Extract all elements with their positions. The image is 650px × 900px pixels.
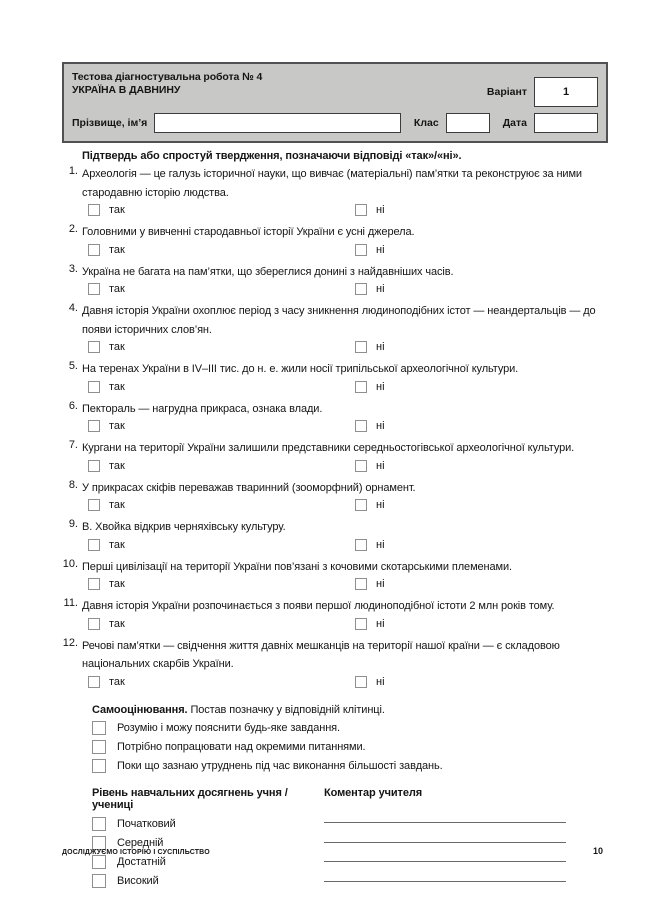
question-body [82,399,612,439]
yes-checkbox[interactable] [88,676,100,688]
level-section [92,787,612,893]
question-item [58,399,612,439]
yes-checkbox[interactable] [88,499,100,511]
self-assessment-heading [92,704,612,716]
question-text: Перші цивілізації на території України пов’язані з кочовими скотарськими племенами. [82,560,513,573]
question-number: 8. [68,478,78,491]
level-title: Рівень навчальних досягнень учня / учениці [92,786,288,811]
self-assessment-option-label: Потрібно попрацювати над окремими питаннями. [117,740,366,753]
yes-checkbox[interactable] [88,618,100,630]
footer [62,846,603,856]
no-checkbox[interactable] [355,618,367,630]
answer-no [355,283,385,295]
question-item [58,517,612,557]
date-label: Дата [502,117,527,129]
answer-row [82,420,612,434]
question-number: 3. [68,262,78,275]
level-checkbox[interactable] [92,855,106,869]
answer-yes [88,618,125,630]
level-option [92,855,324,869]
answer-row [82,676,612,690]
question-item [58,596,612,636]
answer-yes [88,499,125,511]
question-body [82,478,612,518]
level-option-label: Достатній [117,855,166,868]
question-body [82,262,612,302]
question-text: На теренах України в IV–III тис. до н. е. жили носії трипільської археологічної культури. [82,363,519,375]
yes-checkbox[interactable] [88,578,100,590]
answer-yes [88,283,125,295]
yes-label: так [109,578,125,590]
yes-label: так [109,675,125,688]
answer-no [355,676,385,688]
question-text: В. Хвойка відкрив черняхівську культуру. [82,521,286,533]
no-checkbox[interactable] [355,283,367,295]
level-option [92,874,324,888]
question-body [82,636,612,694]
no-checkbox[interactable] [355,578,367,590]
questions-list [58,164,612,694]
question-number: 7. [68,439,78,451]
question-text: Пектораль — нагрудна прикраса, ознака влади. [82,402,323,415]
test-title: Тестова діагностувальна робота № 4 [72,71,263,83]
yes-label: так [109,499,125,511]
no-checkbox[interactable] [355,539,367,551]
no-checkbox[interactable] [355,676,367,688]
answer-no [355,618,385,630]
question-item [58,478,612,518]
answer-row [82,204,612,218]
question-number: 9. [68,518,78,530]
answer-row [82,381,612,395]
comment-line[interactable] [324,863,566,882]
self-assessment-checkbox[interactable] [92,740,106,754]
answer-yes [88,341,125,353]
question-item [58,557,612,597]
answer-yes [88,381,125,393]
question-body [82,438,612,478]
question-item [58,359,612,399]
variant-input[interactable] [534,77,598,107]
comment-line[interactable] [324,824,566,843]
level-checkbox[interactable] [92,874,106,888]
answer-row [82,539,612,553]
answer-row [82,618,612,632]
yes-label: так [109,617,125,630]
no-label: ні [376,420,385,432]
question-body [82,557,612,597]
yes-label: так [109,380,125,393]
self-assessment-option [92,740,612,754]
question-item [58,222,612,262]
yes-label: так [109,538,125,551]
question-body [82,164,612,222]
no-checkbox[interactable] [355,204,367,216]
answer-no [355,499,385,511]
level-option-label: Високий [117,874,159,887]
question-item [58,636,612,694]
self-assessment-option [92,759,612,773]
answer-yes [88,676,125,688]
name-input[interactable] [154,113,401,133]
yes-label: так [109,243,125,256]
class-input[interactable] [446,113,490,133]
question-body [82,222,612,262]
self-assessment-option-label: Поки що зазнаю утруднень під час виконання більшості завдань. [117,759,443,772]
level-option-label: Середній [117,836,164,849]
answer-no [355,204,385,216]
question-body [82,301,612,359]
answer-yes [88,244,125,256]
class-label: Клас [413,117,439,129]
question-item [58,262,612,302]
no-label: ні [376,204,385,216]
level-checkbox[interactable] [92,817,106,831]
answer-yes [88,539,125,551]
question-item [58,164,612,222]
level-column [92,787,324,893]
no-label: ні [376,341,385,353]
self-assessment-title: Самооцінювання. [92,703,188,716]
variant-value: 1 [562,86,570,98]
no-label: ні [376,499,385,511]
question-text: Україна не багата на пам’ятки, що збереглися донині з найдавніших часів. [82,265,454,278]
self-assessment-checkbox[interactable] [92,759,106,773]
self-assessment-section [92,704,612,773]
header-row-fields [72,113,598,133]
self-assessment-checkbox[interactable] [92,721,106,735]
question-body [82,596,612,636]
page-number: 10 [592,846,603,856]
yes-checkbox[interactable] [88,204,100,216]
no-checkbox[interactable] [355,420,367,432]
no-label: ні [376,283,385,295]
comment-title: Коментар учителя [324,786,423,799]
question-text: У прикрасах скіфів переважав тваринний (зооморфний) орнамент. [82,481,416,494]
answer-row [82,578,612,592]
no-label: ні [376,617,385,630]
answer-yes [88,420,125,432]
question-number: 1. [68,165,78,177]
self-assessment-option [92,721,612,735]
answer-no [355,244,385,256]
answer-no [355,460,385,472]
header-box [62,62,608,143]
self-assessment-option-label: Розумію і можу пояснити будь-яке завдання. [117,721,340,734]
question-number: 4. [68,302,78,314]
answer-yes [88,460,125,472]
question-number: 5. [68,360,78,372]
answer-no [355,578,385,590]
answer-yes [88,578,125,590]
question-number: 2. [68,223,78,235]
yes-checkbox[interactable] [88,420,100,432]
question-body [82,359,612,399]
question-number: 12. [62,636,78,649]
no-label: ні [376,538,385,551]
self-assessment-options [92,721,612,773]
no-label: ні [376,578,385,590]
answer-row [82,244,612,258]
question-number: 11. [63,597,78,609]
comment-lines [324,805,566,882]
question-text: Кургани на території України залишили представники середньостогівської археологічної культури. [82,442,575,454]
no-label: ні [376,675,385,688]
no-checkbox[interactable] [355,460,367,472]
answer-yes [88,204,125,216]
instruction: Підтвердь або спростуй твердження, позначаючи відповіді «так»/«ні». [82,150,462,162]
answer-row [82,341,612,355]
question-number: 10. [62,557,78,570]
question-text: Головними у вивченні стародавньої історії України є усні джерела. [82,226,415,238]
no-label: ні [376,243,385,256]
level-option-label: Початковий [117,817,176,830]
date-input[interactable] [534,113,598,133]
variant-group [487,77,598,107]
answer-row [82,499,612,513]
yes-label: так [109,204,125,216]
question-item [58,438,612,478]
header-row-title [72,71,598,107]
yes-checkbox[interactable] [88,460,100,472]
answer-no [355,381,385,393]
comment-line[interactable] [324,805,566,824]
yes-label: так [109,283,125,295]
self-assessment-subtitle: Постав позначку у відповідній клітинці. [190,703,385,716]
title-block [72,71,262,97]
question-text: Давня історія України розпочинається з появи першої людиноподібної істоти 2 млн років тому. [82,600,555,612]
no-checkbox[interactable] [355,341,367,353]
no-label: ні [376,380,385,393]
test-topic: УКРАЇНА В ДАВНИНУ [72,84,181,96]
question-item [58,301,612,359]
no-checkbox[interactable] [355,244,367,256]
yes-label: так [109,341,125,353]
main-content [58,150,612,893]
footer-series-title: ДОСЛІДЖУЄМО ІСТОРІЮ І СУСПІЛЬСТВО [62,849,210,856]
yes-checkbox[interactable] [88,244,100,256]
answer-row [82,460,612,474]
answer-no [355,341,385,353]
question-text: Археологія — це галузь історичної науки, що вивчає (матеріальні) пам’ятки та реконструює за ними стародавню історію людства. [82,168,582,199]
question-number: 6. [68,399,78,412]
no-checkbox[interactable] [355,381,367,393]
yes-label: так [109,420,125,432]
no-checkbox[interactable] [355,499,367,511]
comment-column [324,787,566,893]
level-option [92,817,324,831]
question-text: Речові пам’ятки — свідчення життя давніх мешканців на території нашої країни — є складовою національних скарбів України. [82,639,560,670]
yes-checkbox[interactable] [88,381,100,393]
name-label: Прізвище, ім’я [72,117,148,129]
no-label: ні [376,459,385,472]
answer-row [82,283,612,297]
question-body [82,517,612,557]
yes-checkbox[interactable] [88,539,100,551]
answer-no [355,420,385,432]
question-text: Давня історія України охоплює період з часу зникнення людиноподібних істот — неандертальців — до появи історичних слов’ян. [82,305,596,336]
yes-checkbox[interactable] [88,341,100,353]
answer-no [355,539,385,551]
yes-label: так [109,459,125,472]
yes-checkbox[interactable] [88,283,100,295]
variant-label: Варіант [486,86,527,98]
